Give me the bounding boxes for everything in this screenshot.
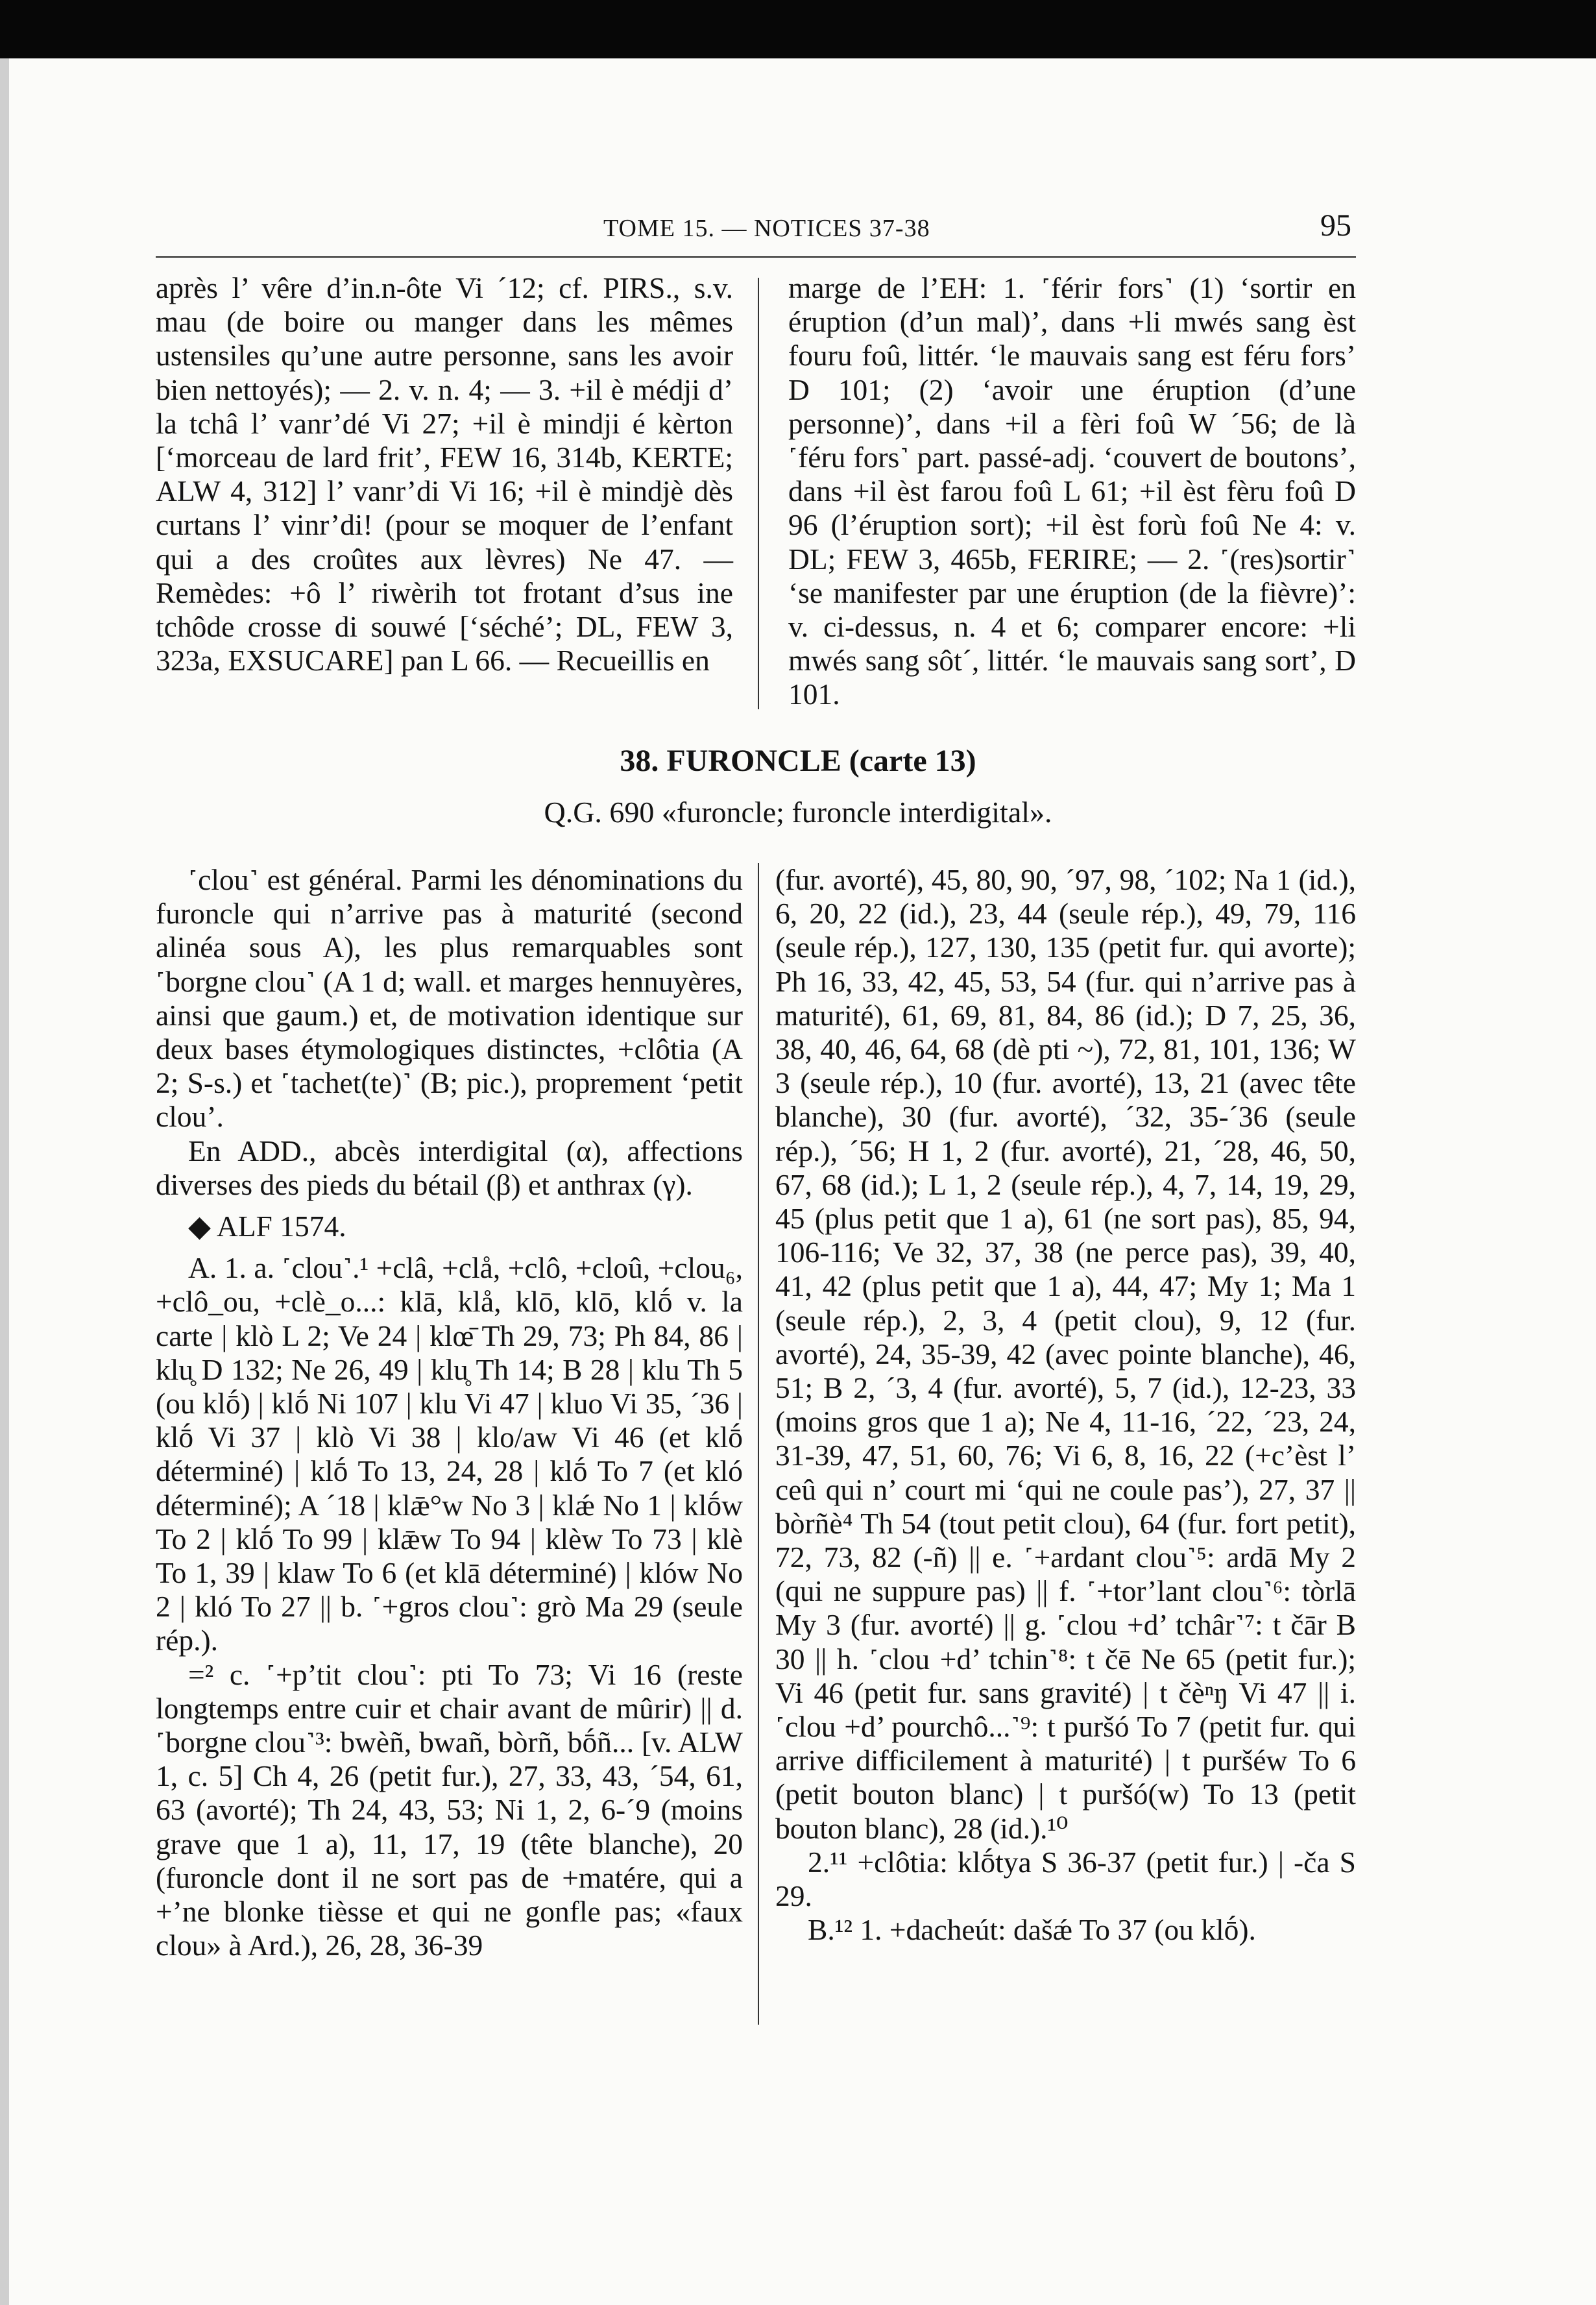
running-head: TOME 15. — NOTICES 37-38 bbox=[603, 215, 930, 242]
paragraph: A. 1. a. ˹clou˺.¹ +clâ, +clå, +clô, +cloû, +clou₆, +clô_ou, +clè_o...: klā, klå, klō, klō, klṓ v. la carte | klò L 2; Ve 24 | klœ̄ Th 29, 73; Ph 84, 86 | klu̥ D 132; Ne 26, 49 | klu̥ Th 14; B 28 | klu Th 5 (ou klṓ) | klṓ Ni 107 | klu Vi 47 | kluo Vi 35, ´36 | klṓ Vi 37 | klò Vi 38 | klo/aw Vi 46 (et klṓ déterminé) | klṓ To 13, 24, 28 | klṓ To 7 (et kló déterminé); A ´18 | klǣ°w No 3 | klǽ No 1 | klṓw To 2 | klṓ To 99 | klǣw To 94 | klèw To 73 | klè To 1, 39 | klaw To 6 (et klā déterminé) | klów No 2 | kló To 27 || b. ˹+gros clou˺: grò Ma 29 (seule rép.). bbox=[156, 1251, 743, 1657]
scan-left-edge bbox=[0, 58, 9, 2305]
top-right-text: marge de l’EH: 1. ˹férir fors˺ (1) ‘sortir en éruption (d’un mal)’, dans +li mwés sang èst fouru foû, littér. ‘le mauvais sang est féru fors’ D 101; (2) ‘avoir une éruption (d’une personne)’, dans +il a fèri foû W ´56; de là ˹féru fors˺ part. passé-adj. ‘couvert de boutons’, dans +il èst farou foû L 61; +il èst fèru foû D 96 (l’éruption sort); +il èst forù foû Ne 4: v. DL; FEW 3, 465b, FERIRE; — 2. ˹(res)sortir˺ ‘se manifester par une éruption (de la fièvre)’: v. ci-dessus, n. 4 et 6; comparer encore: +li mwés sang sôt´, littér. ‘le mauvais sang sort’, D 101. bbox=[788, 271, 1356, 711]
scan-top-border bbox=[0, 0, 1596, 58]
section-subtitle: Q.G. 690 «furoncle; furoncle interdigital». bbox=[544, 796, 1052, 829]
top-left-text: après l’ vêre d’in.n-ôte Vi ´12; cf. PIRS., s.v. mau (de boire ou manger dans les mêmes ustensiles qu’une autre personne, sans les avoir bien nettoyés); — 2. v. n. 4; — 3. +il è médji d’ la tchâ l’ vanr’dé Vi 27; +il è mindji é kèrton [‘morceau de lard frit’, FEW 16, 314b, KERTE; ALW 4, 312] l’ vanr’di Vi 16; +il è mindjè dès curtans l’ vinr’di! (pour se moquer de l’enfant qui a des croûtes aux lèvres) Ne 47. — Remèdes: +ô l’ riwèrih tot frotant d’sus ine tchôde crosse di souwé [‘séché’; DL, FEW 3, 323a, EXSUCARE] pan L 66. — Recueillis en bbox=[156, 271, 733, 677]
paragraph: B.¹² 1. +dacheút: dašǽ To 37 (ou klṓ). bbox=[808, 1913, 1256, 1947]
paragraph: (fur. avorté), 45, 80, 90, ´97, 98, ´102; Na 1 (id.), 6, 20, 22 (id.), 23, 44 (seule rép.), 49, 79, 116 (seule rép.), 127, 130, 135 (petit fur. qui avorte); Ph 16, 33, 42, 45, 53, 54 (fur. qui n’arrive pas à maturité), 61, 69, 81, 84, 86 (id.); D 7, 25, 36, 38, 40, 46, 64, 68 (dè pti ~), 72, 81, 101, 136; W 3 (seule rép.), 10 (fur. avorté), 13, 21 (avec tête blanche), 30 (fur. avorté), ´32, 35-´36 (seule rép.), ´56; H 1, 2 (fur. avorté), 21, ´28, 46, 50, 67, 68 (id.); L 1, 2 (seule rép.), 4, 7, 14, 19, 29, 45 (plus petit que 1 a), 61 (ne sort pas), 85, 94, 106-116; Ve 32, 37, 38 (ne perce pas), 39, 40, 41, 42 (plus petit que 1 a), 44, 47; My 1; Ma 1 (seule rép.), 2, 3, 4 (petit clou), 9, 12 (fur. avorté), 24, 35-39, 42 (avec pointe blanche), 46, 51; B 2, ´3, 4 (fur. avorté), 5, 7 (id.), 12-23, 33 (moins gros que 1 a); Ne 4, 11-16, ´22, ´23, 24, 31-39, 47, 51, 60, 76; Vi 6, 8, 16, 22 (+c’èst l’ ceû qui n’ court mi ‘qui ne coule pas’), 27, 37 || bòrñè⁴ Th 54 (tout petit clou), 64 (fur. fort petit), 72, 73, 82 (-ñ) || e. ˹+ardant clou˺⁵: ardā My 2 (qui ne suppure pas) || f. ˹+tor’lant clou˺⁶: tòrlā My 3 (fur. avorté) || g. ˹clou +d’ tchâr˺⁷: t čār B 30 || h. ˹clou +d’ tchin˺⁸: t čē Ne 65 (petit fur.); Vi 46 (petit fur. sans gravité) | t čèⁿŋ Vi 47 || i. ˹clou +d’ pourchô...˺⁹: t puršó To 7 (petit fur. qui arrive difficilement à maturité) | t puršéw To 6 (petit bouton blanc) | t puršó(w) To 13 (petit bouton blanc), 28 (id.).¹⁰ bbox=[775, 863, 1356, 1845]
column-divider-bottom bbox=[758, 863, 759, 2025]
page-number: 95 bbox=[1320, 208, 1351, 243]
paragraph: ˹clou˺ est général. Parmi les dénominations du furoncle qui n’arrive pas à maturité (second alinéa sous A), les plus remarquables sont ˹borgne clou˺ (A 1 d; wall. et marges hennuyères, ainsi que gaum.) et, de motivation identique sur deux bases étymologiques distinctes, +clôtia (A 2; S-s.) et ˹tachet(te)˺ (B; pic.), proprement ‘petit clou’. bbox=[156, 863, 743, 1134]
paragraph: =² c. ˹+p’tit clou˺: pti To 73; Vi 16 (reste longtemps entre cuir et chair avant de mûrir) || d. ˹borgne clou˺³: bwèñ, bwañ, bòrñ, bṓñ... [v. ALW 1, c. 5] Ch 4, 26 (petit fur.), 27, 33, 43, ´54, 61, 63 (avorté); Th 24, 43, 53; Ni 1, 2, 6-´9 (moins grave que 1 a), 11, 17, 19 (tête blanche), 20 (furoncle dont il ne sort pas de +matére, qui a +’ne blonke tièsse et qui ne gonfle pas; «faux clou» à Ard.), 26, 28, 36-39 bbox=[156, 1657, 743, 1962]
paragraph: 2.¹¹ +clôtia: klṓtya S 36-37 (petit fur.) | -ča S 29. bbox=[775, 1845, 1356, 1913]
header-rule bbox=[156, 256, 1356, 258]
top-left-column bbox=[156, 271, 733, 687]
bottom-right-column bbox=[775, 863, 1356, 2025]
paragraph: En ADD., abcès interdigital (α), affections diverses des pieds du bétail (β) et anthrax (γ). bbox=[156, 1134, 743, 1201]
column-divider-top bbox=[758, 278, 759, 709]
alf-reference: ◆ ALF 1574. bbox=[188, 1210, 346, 1243]
bottom-left-column bbox=[156, 863, 743, 2025]
section-title: 38. FURONCLE (carte 13) bbox=[620, 744, 976, 778]
top-right-column bbox=[788, 271, 1356, 711]
